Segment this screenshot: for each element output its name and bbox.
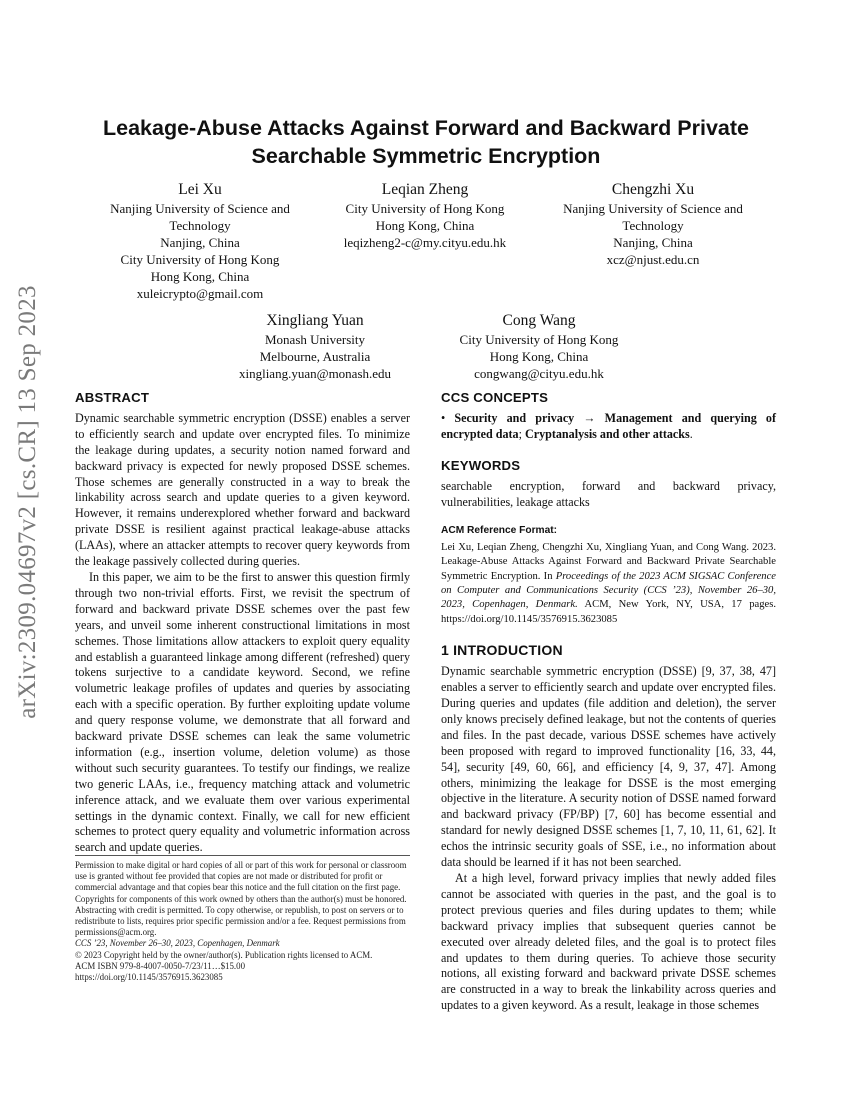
author-block (320, 180, 530, 251)
right-column (441, 390, 776, 1014)
doi-link[interactable]: https://doi.org/10.1145/3576915.3623085 (75, 972, 223, 983)
author-block (434, 311, 644, 382)
author-name: Chengzhi Xu (611, 181, 695, 198)
author-affiliation: Technology (622, 218, 684, 233)
author-affiliation: Nanjing, China (160, 235, 240, 250)
abstract-paragraph: In this paper, we aim to be the first to answer this question firmly through two non-trivial efforts. First, we revisit the spectrum of forward and backward private DSSE schemes over the past few years, and unveil some inherent constructional limitations in most schemes. Those limitations allow attackers to exploit query equality and establish a guaranteed linkage among different (refreshed) query tokens surjective to a candidate keyword. Second, we refine volumetric leakage profiles of updates and queries by associating each with a specific operation. By further exploiting update volume and query response volume, we demonstrate that all forward and backward private DSSE schemes can leak the same volumetric information (e.g., insertion volume, deletion volume) as those without such security guarantees. To testify our findings, we realize two generic LAAs, i.e., frequency matching attack and volumetric inference attack, and we evaluate them over various experimental settings in the dynamic context. Finally, we call for new efficient schemes to protect query equality and volumetric information across search and update queries. (75, 569, 410, 855)
arxiv-sidebar (8, 285, 48, 719)
arxiv-identifier: arXiv:2309.04697v2 [cs.CR] 13 Sep 2023 (14, 285, 41, 719)
author-name: Xingliang Yuan (266, 312, 364, 329)
isbn-line: ACM ISBN 979-8-4007-0050-7/23/11…$15.00 (75, 960, 246, 971)
abstract-heading: ABSTRACT (75, 390, 150, 405)
author-affiliation: Hong Kong, China (150, 269, 250, 284)
keywords-heading: KEYWORDS (441, 457, 521, 473)
permission-notice: Permission to make digital or hard copies of all or part of this work for personal or classroom use is granted without fee provided that copies are not made or distributed for profit or commercial advantage and that copies bear this notice and the full citation on the first page. Copyrights for components of this work owned by others than the author(s) must be honored. Abstracting with credit is permitted. To copy otherwise, or republish, to post on servers or to redistribute to lists, requires prior specific permission and/or a fee. Request permissions from permissions@acm.org. (75, 860, 407, 938)
author-affiliation: City University of Hong Kong (345, 201, 505, 216)
abstract-paragraph: Dynamic searchable symmetric encryption (DSSE) enables a server to efficiently search and update over encrypted files. To minimize the leakage during updates, a security notion named forward and backward privacy is expected for newly proposed DSSE schemes. Those schemes are generally constructed in a way to break the linkability across search and update queries to a given keyword. However, it remains underexplored whether forward and backward private DSSE is resilient against practical leakage-abuse attacks (LAAs), where an attacker attempts to recover query keywords from the leakage passively collected during queries. (75, 410, 410, 569)
acm-reference (441, 524, 776, 627)
ccs-bullet: • (441, 410, 446, 425)
copyright-line: © 2023 Copyright held by the owner/author(s). Publication rights licensed to ACM. (75, 949, 373, 960)
author-affiliation: Hong Kong, China (489, 349, 589, 364)
author-email: xingliang.yuan@monash.edu (238, 366, 392, 381)
author-affiliation: City University of Hong Kong (459, 332, 619, 347)
author-name: Cong Wang (502, 312, 576, 329)
author-block (546, 180, 760, 268)
author-email: xcz@njust.edu.cn (606, 252, 700, 267)
left-column (75, 390, 410, 856)
ccs-concept-primary: Security and privacy → Management and querying of encrypted data (441, 410, 776, 441)
ccs-separator: ; (518, 426, 525, 441)
acm-reference-tail: ACM, New York, NY, USA, 17 pages. https://doi.org/10.1145/3576915.3623085 (441, 599, 776, 625)
keywords-text: searchable encryption, forward and backward privacy, vulnerabilities, leakage attacks (441, 478, 776, 509)
copyright-footnote (75, 855, 410, 983)
author-affiliation: Nanjing University of Science and (563, 201, 743, 216)
author-affiliation: Nanjing, China (613, 235, 693, 250)
introduction-heading: 1 INTRODUCTION (441, 642, 563, 659)
author-affiliation: Technology (169, 218, 231, 233)
author-name: Lei Xu (178, 181, 222, 198)
author-affiliation: Nanjing University of Science and (110, 201, 290, 216)
paper-title: Leakage-Abuse Attacks Against Forward and Backward Private Searchable Symmetric Encryption (102, 116, 749, 168)
acm-reference-authors: Lei Xu, Leqian Zheng, Chengzhi Xu, Xingliang Yuan, and Cong Wang. 2023. Leakage-Abuse Attacks Against Forward and Backward Private Searchable Symmetric Encryption. In (441, 541, 776, 582)
author-affiliation: Melbourne, Australia (259, 349, 371, 364)
ccs-heading: CCS CONCEPTS (441, 390, 549, 405)
acm-reference-heading: ACM Reference Format: (441, 525, 558, 537)
author-name: Leqian Zheng (381, 181, 469, 198)
author-affiliation: City University of Hong Kong (120, 252, 280, 267)
ccs-concept-secondary: Cryptanalysis and other attacks (524, 426, 690, 441)
author-block (95, 180, 305, 302)
acm-reference-proceedings: Proceedings of the 2023 ACM SIGSAC Conference on Computer and Communications Security (CCS ’23), November 26–30, 2023, Copenhagen, Denmark. (441, 570, 776, 611)
author-email: congwang@cityu.edu.hk (474, 366, 604, 381)
author-email: leqizheng2-c@my.cityu.edu.hk (343, 235, 507, 250)
author-email: xuleicrypto@gmail.com (136, 286, 264, 301)
intro-paragraph: Dynamic searchable symmetric encryption (DSSE) [9, 37, 38, 47] enables a server to efficiently search and update over encrypted files. During queries and updates (file addition and deletion), the server only knows precisely defined leakage, but not the contents of queries and files. In the past decade, various DSSE schemes have actively been proposed with regard to improved functionality [16, 33, 44, 54], security [49, 60, 66], and efficiency [4, 9, 37, 47]. Among others, minimizing the leakage for DSSE is the most emerging objective in the literature. A security notion of DSSE named forward and backward privacy (FP/BP) [7, 60] has become essential and standard for newly designed DSSE schemes [1, 7, 10, 11, 61, 62]. It echos the intrinsic security goals of SSE, i.e., no information about data should be learned if it has not been searched. (441, 664, 776, 870)
author-affiliation: Hong Kong, China (375, 218, 475, 233)
intro-paragraph: At a high level, forward privacy implies that newly added files cannot be associated with queries in the past, and the goal is to protect previous queries and files during updates to them; while backward privacy implies that subsequent queries cannot be executed over already deleted files, and the goal is to protect files and updates to them during queries. To achieve those security notions, all existing forward and backward private DSSE schemes are constructed in a way to break the linkability across queries and updates to a given keyword. As a result, leakage in those schemes (441, 870, 776, 1013)
ccs-concepts (441, 411, 776, 443)
author-block (210, 311, 420, 382)
author-affiliation: Monash University (264, 332, 366, 347)
ccs-end: . (689, 426, 693, 441)
conference-venue: CCS ’23, November 26–30, 2023, Copenhagen, Denmark (75, 938, 280, 949)
